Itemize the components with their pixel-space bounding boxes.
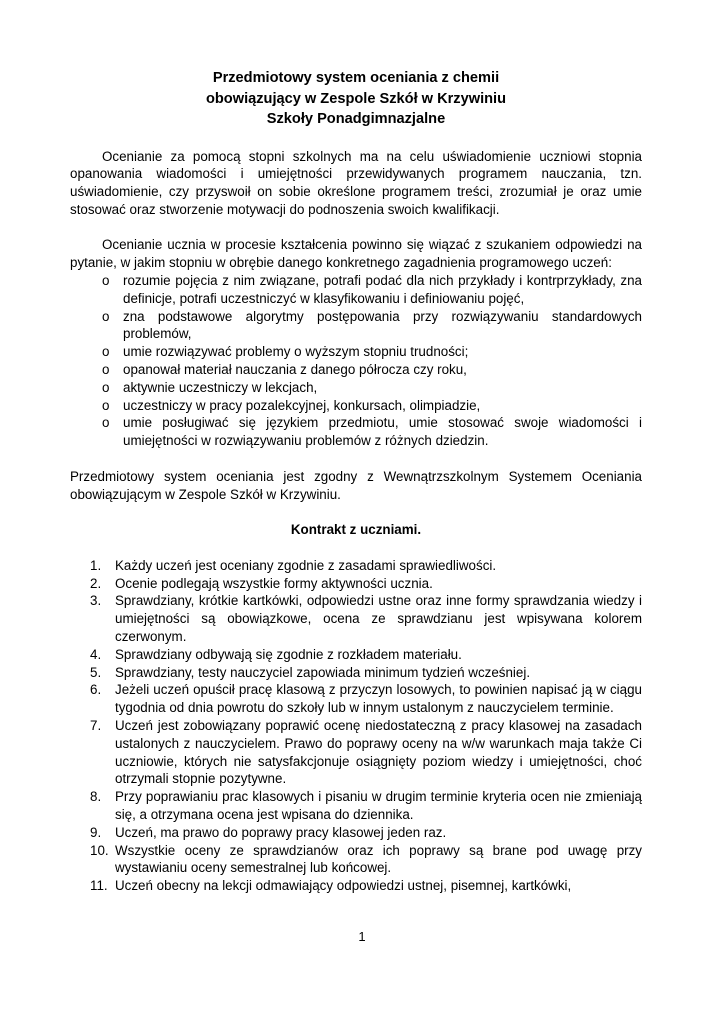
list-item-text: aktywnie uczestniczy w lekcjach, [123, 379, 318, 395]
rule-number: 3. [90, 593, 102, 609]
list-item [70, 343, 642, 361]
rule-text: Sprawdziany odbywają się zgodnie z rozkładem materiału. [115, 646, 462, 662]
rule-text: Uczeń obecny na lekcji odmawiający odpowiedzi ustnej, pisemnej, kartkówki, [115, 878, 572, 894]
spacer [70, 539, 642, 557]
list-item [70, 272, 642, 308]
rule-number: 10. [90, 842, 109, 858]
system-paragraph: Przedmiotowy system oceniania jest zgodny z Wewnątrzszkolnym Systemem Oceniania obowiązującym w Zespole Szkół w Krzywiniu. [70, 468, 642, 502]
rule-number: 2. [90, 575, 102, 591]
section-heading: Kontrakt z uczniami. [290, 522, 422, 538]
bullet-marker: o [102, 379, 110, 395]
list-item-text: umie posługiwać się językiem przedmiotu, umie stosować swoje wiadomości i umiejętności w rozwiązywaniu problemów z różnych dziedzin. [123, 415, 642, 449]
title-line-1: Przedmiotowy system oceniania z chemii [212, 70, 500, 86]
list-item [70, 397, 642, 415]
rule-item [70, 557, 642, 575]
bullet-marker: o [102, 273, 110, 289]
title-line-3: Szkoły Ponadgimnazjalne [266, 111, 446, 127]
bullet-marker: o [102, 415, 110, 431]
title-line-2: obowiązujący w Zespole Szkół w Krzywiniu [205, 90, 507, 107]
rule-item [70, 788, 642, 824]
spacer [70, 219, 642, 237]
rule-number: 5. [90, 664, 102, 680]
rule-item [70, 824, 642, 842]
process-paragraph: Ocenianie ucznia w procesie kształcenia powinno się wiązać z szukaniem odpowiedzi na pytanie, w jakim stopniu w obrębie danego konkretnego zagadnienia programowego uczeń: [70, 237, 642, 271]
bullet-marker: o [102, 308, 110, 324]
rule-text: Wszystkie oceny ze sprawdzianów oraz ich poprawy są brane pod uwagę przy wystawianiu oceny semestralnej lub końcowej. [115, 842, 642, 876]
rule-item [70, 877, 642, 895]
rule-text: Każdy uczeń jest oceniany zgodnie z zasadami sprawiedliwości. [115, 557, 497, 573]
list-item [70, 379, 642, 397]
rule-text: Uczeń jest zobowiązany poprawić ocenę niedostateczną z pracy klasowej na zasadach ustalonych z nauczycielem. Prawo do poprawy oceny na w/w warunkach maja także Ci uczniowie, których nie satysfakcjonuje osiągnięty poziom wiedzy i umiejętności, choć otrzymali stopnie pozytywne. [115, 718, 642, 787]
bullet-marker: o [102, 362, 110, 378]
rule-item [70, 646, 642, 664]
rule-text: Uczeń, ma prawo do poprawy pracy klasowej jeden raz. [115, 824, 447, 840]
rule-item [70, 575, 642, 593]
rule-number: 11. [90, 878, 108, 894]
rule-text: Sprawdziany, krótkie kartkówki, odpowiedzi ustne oraz inne formy sprawdzania wiedzy i umiejętności są obowiązkowe, ocena ze sprawdzianu jest wpisywana kolorem czerwonym. [115, 593, 642, 645]
list-item [70, 308, 642, 344]
rule-item [70, 717, 642, 788]
rule-number: 4. [90, 646, 102, 662]
rule-number: 1. [90, 557, 102, 573]
rule-text: Sprawdziany, testy nauczyciel zapowiada minimum tydzień wcześniej. [115, 664, 531, 680]
spacer [70, 503, 642, 521]
bullet-marker: o [102, 397, 110, 413]
list-item-text: zna podstawowe algorytmy postępowania przy rozwiązywaniu standardowych problemów, [123, 308, 642, 342]
rule-text: Ocenie podlegają wszystkie formy aktywności ucznia. [115, 575, 433, 591]
intro-paragraph: Ocenianie za pomocą stopni szkolnych ma na celu uświadomienie uczniowi stopnia opanowania wiadomości i umiejętności przewidywanych programem nauczania, tzn. uświadomienie, czy przyswoił on sobie określone programem treści, zrozumiał je oraz umie stosować oraz stworzenie motywacji do podnoszenia swoich kwalifikacji. [70, 148, 642, 217]
list-item-text: opanował materiał nauczania z danego półrocza czy roku, [123, 362, 467, 378]
rule-text: Przy poprawianiu prac klasowych i pisaniu w drugim terminie kryteria ocen nie zmieniają się, a otrzymana ocena jest wpisana do dziennika. [115, 789, 642, 822]
rule-number: 6. [90, 682, 102, 698]
list-item-text: umie rozwiązywać problemy o wyższym stopniu trudności; [123, 344, 469, 360]
rule-item [70, 681, 642, 717]
rule-item [70, 664, 642, 682]
rule-text: Jeżeli uczeń opuścił pracę klasową z przyczyn losowych, to powinien napisać ją w ciągu tygodnia od dnia powrotu do szkoły lub w innym ustalonym z nauczycielem terminie. [115, 682, 642, 716]
rule-number: 9. [90, 824, 102, 840]
rule-item [70, 592, 642, 645]
rule-number: 8. [90, 789, 102, 805]
bullet-marker: o [102, 344, 110, 360]
spacer [70, 450, 642, 468]
list-item-text: rozumie pojęcia z nim związane, potrafi podać dla nich przykłady i kontrprzykłady, zna definicje, potrafi uczestniczyć w klasyfikowaniu i definiowaniu pojęć, [123, 273, 642, 306]
page-number: 1 [358, 929, 366, 944]
rule-item [70, 842, 642, 878]
rules-list [70, 557, 642, 895]
list-item [70, 414, 642, 450]
document-title [70, 68, 642, 130]
rule-number: 7. [90, 718, 102, 733]
list-item-text: uczestniczy w pracy pozalekcyjnej, konkursach, olimpiadzie, [123, 397, 481, 413]
criteria-list [70, 272, 642, 450]
list-item [70, 361, 642, 379]
